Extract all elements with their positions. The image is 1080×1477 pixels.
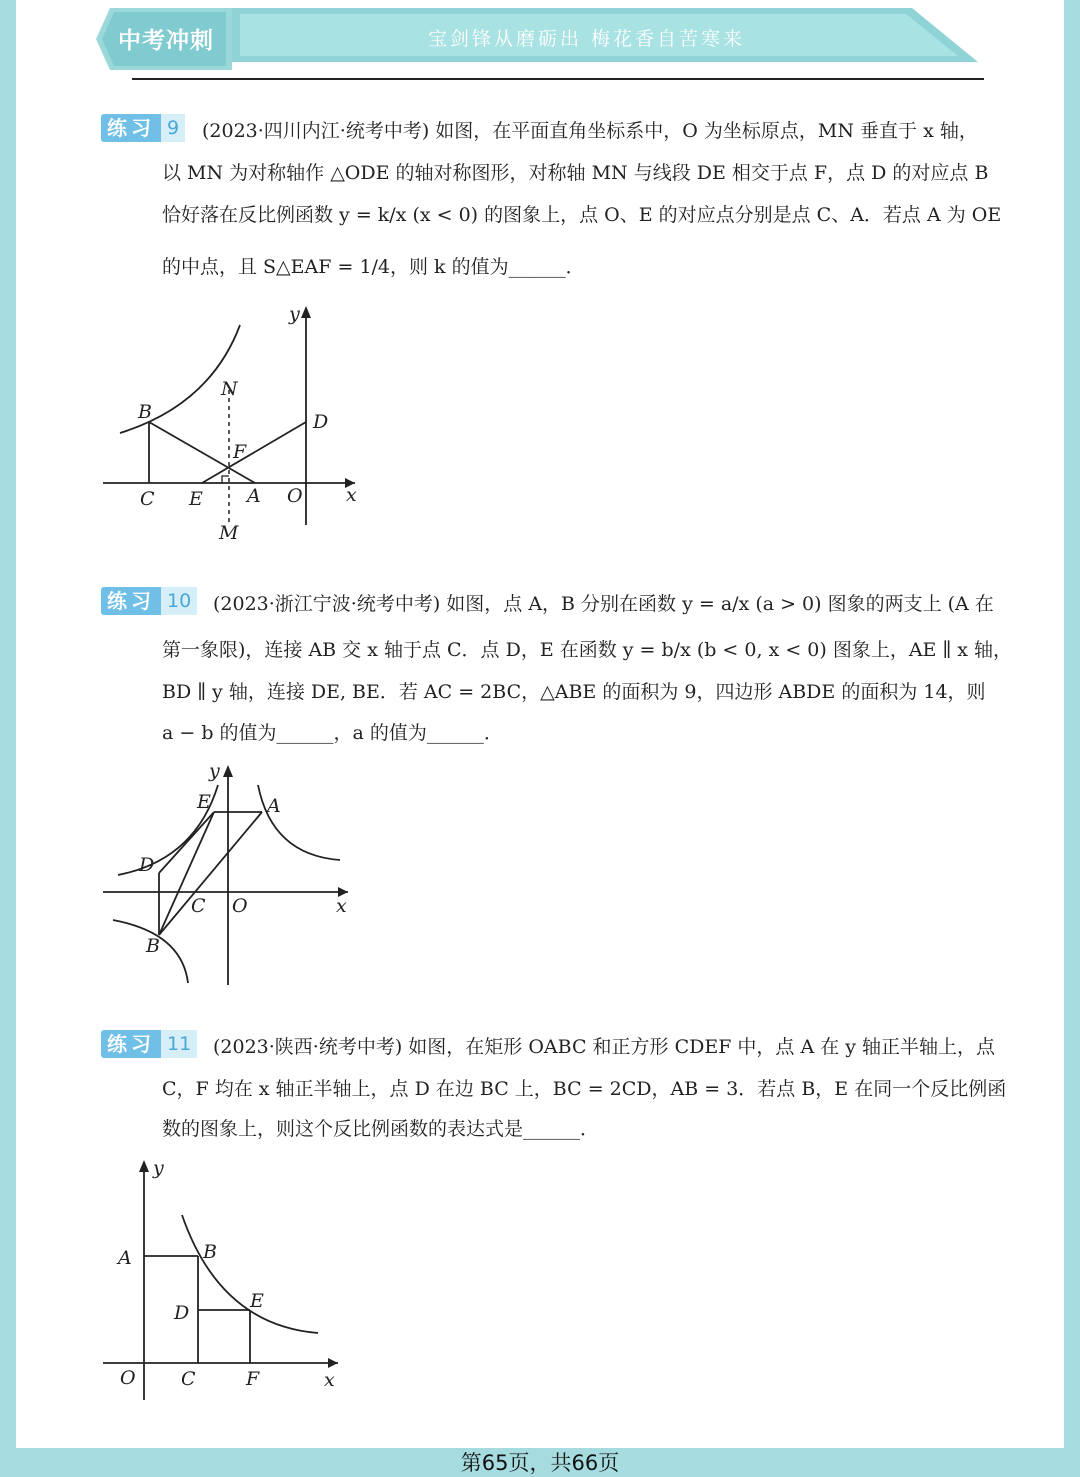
fig10-label-A: A — [267, 795, 281, 817]
fig11-label-x: x — [324, 1369, 335, 1391]
problem-11-line-3: 数的图象上，则这个反比例函数的表达式是______． — [162, 1118, 600, 1140]
problem-number: 10 — [161, 587, 197, 615]
header-rule — [132, 78, 984, 80]
fig9-label-B: B — [138, 401, 152, 423]
fig9-label-O: O — [287, 485, 303, 507]
fig11-label-E: E — [250, 1290, 264, 1312]
fig10-label-E: E — [197, 791, 211, 813]
problem-9-line-1: (2023·四川内江·统考中考) 如图，在平面直角坐标系中，O 为坐标原点，MN 垂直于 x 轴， — [202, 120, 978, 142]
page-footer: 第65页，共66页 — [460, 1451, 620, 1475]
fig10-label-x: x — [336, 895, 347, 917]
fig9-label-D: D — [313, 411, 329, 433]
problem-10-line-4: a − b 的值为______，a 的值为______． — [162, 722, 503, 744]
section-label: 中考冲刺 — [118, 28, 214, 54]
fig11-label-A: A — [118, 1247, 132, 1269]
problem-10-line-2: 第一象限)，连接 AB 交 x 轴于点 C．点 D，E 在函数 y = b/x (b < 0, x < 0) 图象上，AE ∥ x 轴， — [162, 639, 1013, 661]
fig11-label-y: y — [153, 1157, 164, 1179]
problem-10-line-1: (2023·浙江宁波·统考中考) 如图，点 A，B 分别在函数 y = a/x (a > 0) 图象的两支上 (A 在 — [213, 593, 994, 615]
figure-10 — [0, 755, 400, 995]
fig9-label-M: M — [219, 522, 239, 544]
problem-number: 11 — [161, 1030, 197, 1058]
fig11-label-F: F — [246, 1368, 260, 1390]
fig10-label-D: D — [139, 854, 155, 876]
problem-tag: 练习 — [101, 587, 161, 615]
fig11-label-O: O — [120, 1367, 136, 1389]
figure-9 — [0, 300, 420, 550]
problem-9-line-3: 恰好落在反比例函数 y = k/x (x < 0) 的图象上，点 O、E 的对应点分别是点 C、A．若点 A 为 OE — [162, 204, 1002, 226]
problem-11-line-2: C，F 均在 x 轴正半轴上，点 D 在边 BC 上，BC = 2CD，AB = 3．若点 B，E 在同一个反比例函 — [162, 1078, 1007, 1100]
fig10-label-B: B — [146, 935, 160, 957]
fig9-label-N: N — [221, 378, 238, 400]
problem-tag: 练习 — [101, 1030, 161, 1058]
fig11-label-D: D — [174, 1302, 190, 1324]
fig9-label-F: F — [233, 441, 247, 463]
header-motto: 宝剑锋从磨砺出 梅花香自苦寒来 — [428, 28, 746, 50]
problem-11-label — [101, 1029, 197, 1059]
fig11-label-B: B — [203, 1241, 217, 1263]
problem-10-label — [101, 586, 197, 616]
fig9-label-y: y — [289, 303, 300, 325]
fig11-label-C: C — [181, 1368, 196, 1390]
fig9-label-A: A — [247, 485, 261, 507]
fig10-label-O: O — [232, 895, 248, 917]
fig10-label-C: C — [191, 895, 206, 917]
problem-10-line-3: BD ∥ y 轴，连接 DE, BE．若 AC = 2BC，△ABE 的面积为 9，四边形 ABDE 的面积为 14，则 — [162, 681, 986, 703]
problem-number: 9 — [161, 114, 185, 142]
problem-tag: 练习 — [101, 114, 161, 142]
fig9-label-E: E — [189, 488, 203, 510]
fig10-label-y: y — [209, 760, 220, 782]
problem-9-label — [101, 113, 185, 143]
figure-11 — [0, 1150, 400, 1410]
fig9-label-C: C — [140, 488, 155, 510]
problem-9-line-4: 的中点，且 S△EAF = 1/4，则 k 的值为______． — [162, 256, 585, 278]
problem-9-line-2: 以 MN 为对称轴作 △ODE 的轴对称图形，对称轴 MN 与线段 DE 相交于点 F，点 D 的对应点 B — [162, 162, 989, 184]
problem-11-line-1: (2023·陕西·统考中考) 如图，在矩形 OABC 和正方形 CDEF 中，点 A 在 y 轴正半轴上，点 — [213, 1036, 996, 1058]
fig9-label-x: x — [346, 484, 357, 506]
